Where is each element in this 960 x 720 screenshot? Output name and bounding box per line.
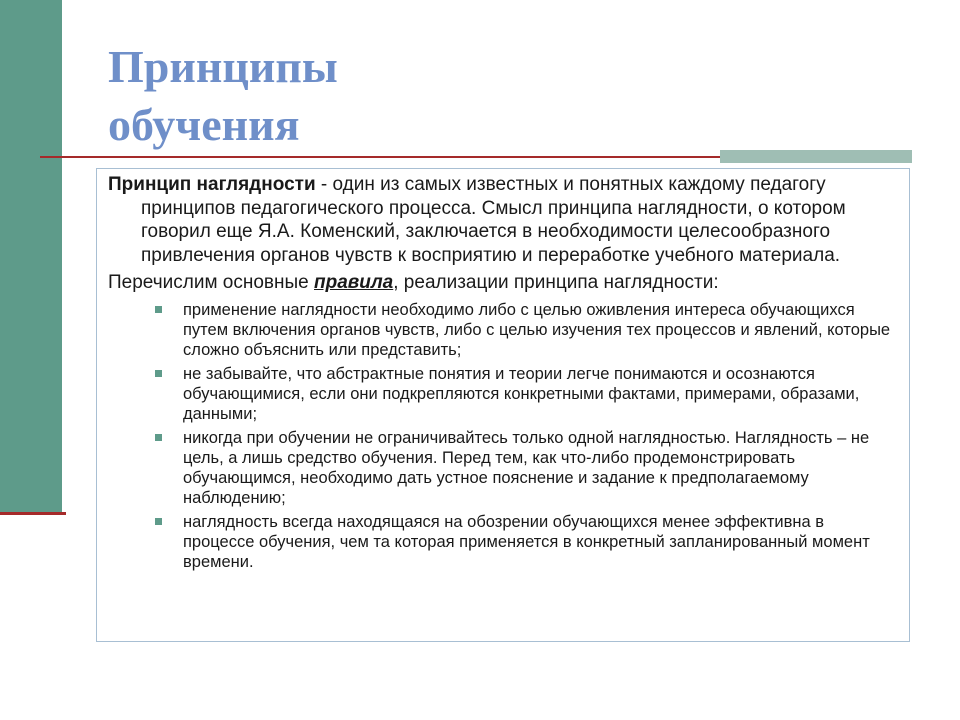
rule-item-1-text: применение наглядности необходимо либо с целью оживления интереса обучающихся путем включения органов чувств, либо с целью изучения тех процессов и явлений, которые сложно объяснить или представить; — [183, 300, 891, 359]
square-bullet-icon — [155, 434, 162, 441]
accent-block — [720, 150, 912, 163]
intro-text: - один из самых известных и понятных каждому педагогу принципов педагогического процесса. Смысл принципа наглядности, о котором говорил еще Я.А. Коменский, заключается в необходимости целесообразного привлечения органов чувств к восприятию и переработке учебного материала. — [141, 174, 846, 266]
rule-item-3 — [108, 428, 898, 508]
rule-item-1 — [108, 300, 898, 360]
intro-term: Принцип наглядности — [108, 174, 316, 195]
rules-intro-emphasis: правила — [314, 272, 394, 293]
rule-item-4-text: наглядность всегда находящаяся на обозрении обучающихся менее эффективна в процессе обучения, чем та которая применяется в конкретный запланированный момент времени. — [183, 512, 870, 571]
rules-intro-before: Перечислим основные — [108, 272, 314, 293]
rule-item-3-text: никогда при обучении не ограничивайтесь только одной наглядностью. Наглядность – не цель, а лишь средство обучения. Перед тем, как что-либо продемонстрировать обучающимся, необходимо дать устное пояснение и задание к предполагаемому наблюдению; — [183, 428, 870, 507]
rule-item-4 — [108, 512, 898, 572]
rules-intro-paragraph — [108, 271, 898, 295]
content — [108, 173, 898, 576]
rules-intro-after: , реализации принципа наглядности: — [393, 272, 719, 293]
left-decorative-bar — [0, 0, 62, 512]
title-line-2: обучения — [108, 99, 300, 150]
title-line-1: Принципы — [108, 41, 338, 92]
square-bullet-icon — [155, 518, 162, 525]
rule-item-2-text: не забывайте, что абстрактные понятия и теории легче понимаются и осознаются обучающимися, если они подкрепляются конкретными фактами, примерами, образами, данными; — [183, 364, 860, 423]
rules-list — [108, 300, 898, 572]
slide-title — [108, 38, 338, 154]
rule-item-2 — [108, 364, 898, 424]
square-bullet-icon — [155, 306, 162, 313]
square-bullet-icon — [155, 370, 162, 377]
intro-paragraph — [108, 173, 898, 267]
left-bar-edge-line — [0, 512, 66, 515]
